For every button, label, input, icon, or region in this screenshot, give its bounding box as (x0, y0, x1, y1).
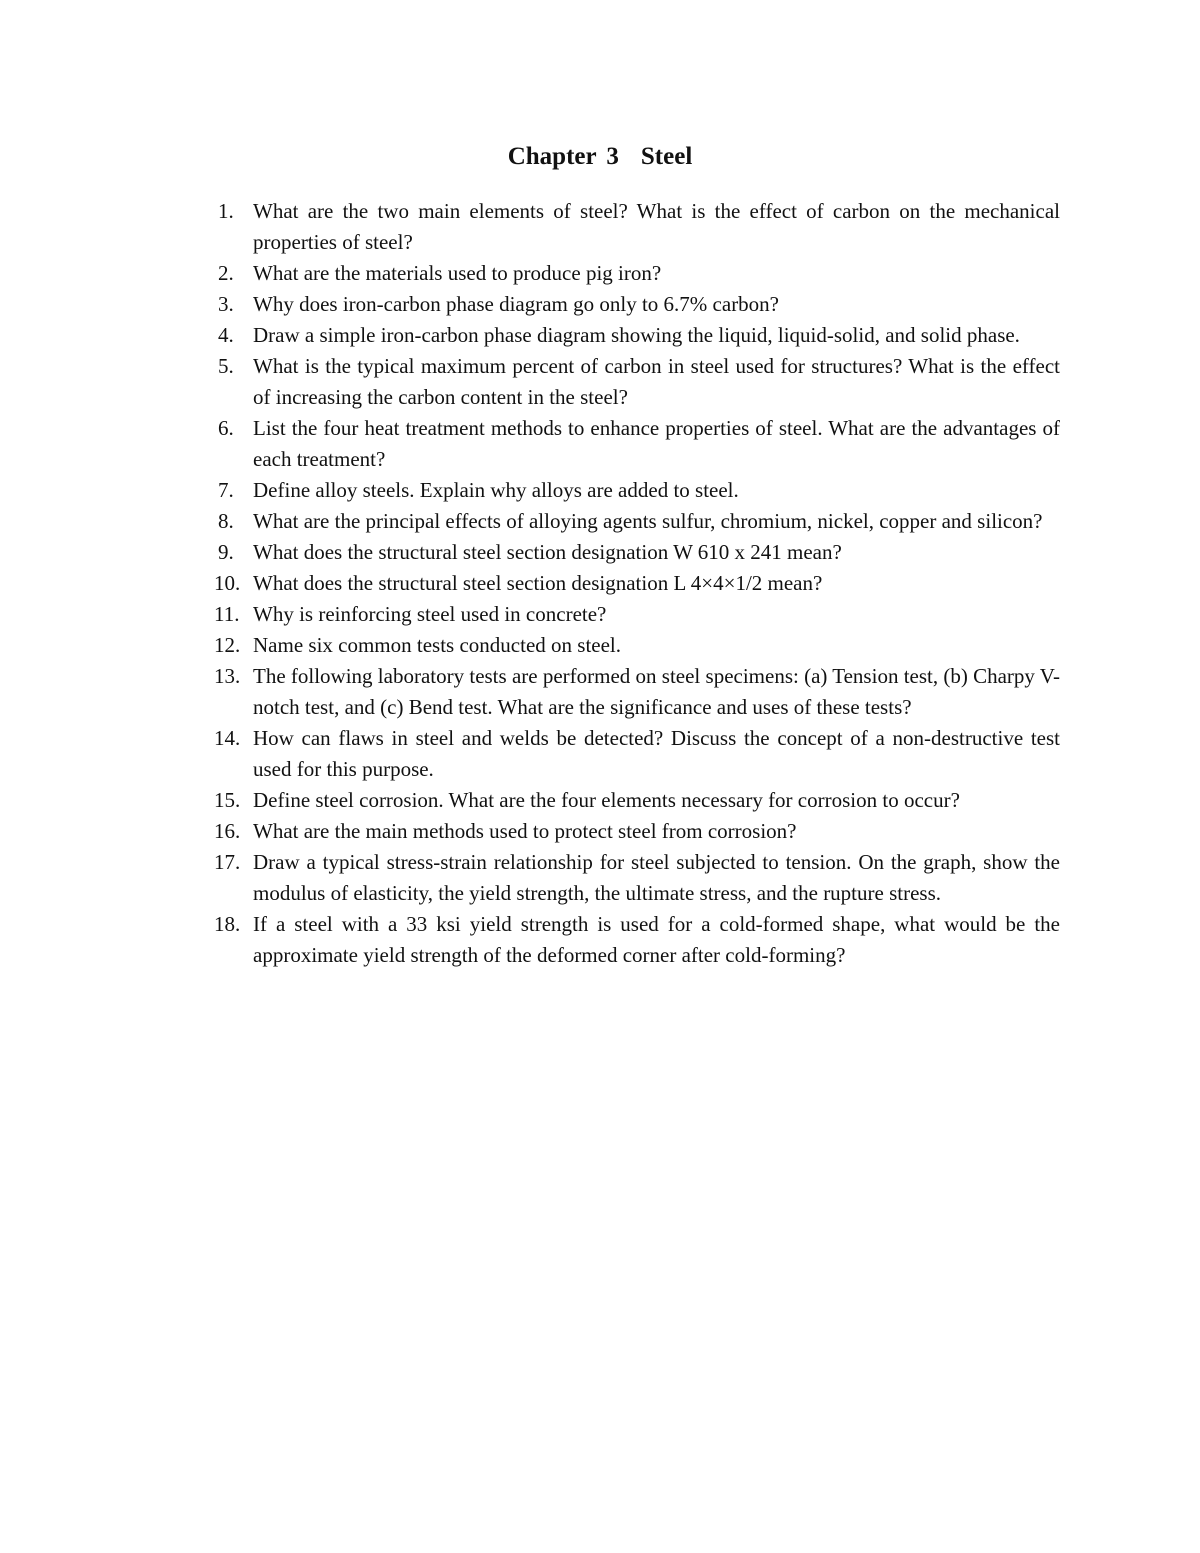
question-number: 2. (218, 261, 234, 285)
question-item (214, 630, 1060, 661)
question-item (214, 661, 1060, 723)
question-text: Draw a simple iron-carbon phase diagram showing the liquid, liquid-solid, and solid phase. (253, 323, 1020, 347)
question-item (214, 413, 1060, 475)
question-item (214, 506, 1060, 537)
question-text: What are the principal effects of alloying agents sulfur, chromium, nickel, copper and silicon? (253, 509, 1043, 533)
question-text: If a steel with a 33 ksi yield strength is used for a cold-formed shape, what would be the approximate yield strength of the deformed corner after cold-forming? (253, 912, 1060, 967)
question-number: 7. (218, 478, 234, 502)
question-item (214, 785, 1060, 816)
question-text: What are the main methods used to protect steel from corrosion? (253, 819, 797, 843)
title-subject: Steel (640, 143, 693, 170)
question-item (214, 568, 1060, 599)
question-text: What does the structural steel section designation W 610 x 241 mean? (253, 540, 842, 564)
question-item (214, 723, 1060, 785)
question-number: 10. (214, 571, 241, 595)
question-number: 9. (218, 540, 234, 564)
question-text: Define alloy steels. Explain why alloys are added to steel. (253, 478, 739, 502)
question-text: Why does iron-carbon phase diagram go only to 6.7% carbon? (253, 292, 780, 316)
question-number: 13. (214, 664, 241, 688)
question-number: 15. (214, 788, 241, 812)
question-item (214, 599, 1060, 630)
question-text: What are the two main elements of steel? What is the effect of carbon on the mechanical properties of steel? (253, 199, 1060, 254)
question-item (214, 847, 1060, 909)
question-number: 16. (214, 819, 241, 843)
question-list (214, 196, 1060, 971)
question-text: What is the typical maximum percent of carbon in steel used for structures? What is the effect of increasing the carbon content in the steel? (253, 354, 1060, 409)
page-title (0, 140, 1200, 174)
question-number: 6. (218, 416, 234, 440)
question-number: 4. (218, 323, 234, 347)
question-number: 14. (214, 726, 241, 750)
question-item (214, 475, 1060, 506)
question-number: 12. (214, 633, 241, 657)
question-number: 3. (218, 292, 234, 316)
question-item (214, 196, 1060, 258)
question-text: Draw a typical stress-strain relationship for steel subjected to tension. On the graph, show the modulus of elasticity, the yield strength, the ultimate stress, and the rupture stress. (253, 850, 1060, 905)
question-number: 1. (218, 199, 234, 223)
question-number: 8. (218, 509, 234, 533)
question-text: How can flaws in steel and welds be detected? Discuss the concept of a non-destructive test used for this purpose. (253, 726, 1060, 781)
question-number: 17. (214, 850, 241, 874)
question-item (214, 537, 1060, 568)
question-text: What does the structural steel section designation L 4×4×1/2 mean? (253, 571, 823, 595)
question-item (214, 909, 1060, 971)
question-item (214, 351, 1060, 413)
question-number: 11. (214, 602, 240, 626)
question-text: What are the materials used to produce pig iron? (253, 261, 662, 285)
question-number: 18. (214, 912, 241, 936)
question-item (214, 289, 1060, 320)
question-text: Define steel corrosion. What are the four elements necessary for corrosion to occur? (253, 788, 960, 812)
question-number: 5. (218, 354, 234, 378)
question-item (214, 258, 1060, 289)
title-chapter: Chapter 3 (507, 143, 619, 170)
question-item (214, 816, 1060, 847)
question-text: List the four heat treatment methods to enhance properties of steel. What are the advantages of each treatment? (253, 416, 1060, 471)
question-text: Name six common tests conducted on steel. (253, 633, 622, 657)
question-text: Why is reinforcing steel used in concrete? (253, 602, 607, 626)
question-text: The following laboratory tests are performed on steel specimens: (a) Tension test, (b) Charpy V-notch test, and (c) Bend test. What are the significance and uses of these tests? (253, 664, 1061, 719)
question-item (214, 320, 1060, 351)
